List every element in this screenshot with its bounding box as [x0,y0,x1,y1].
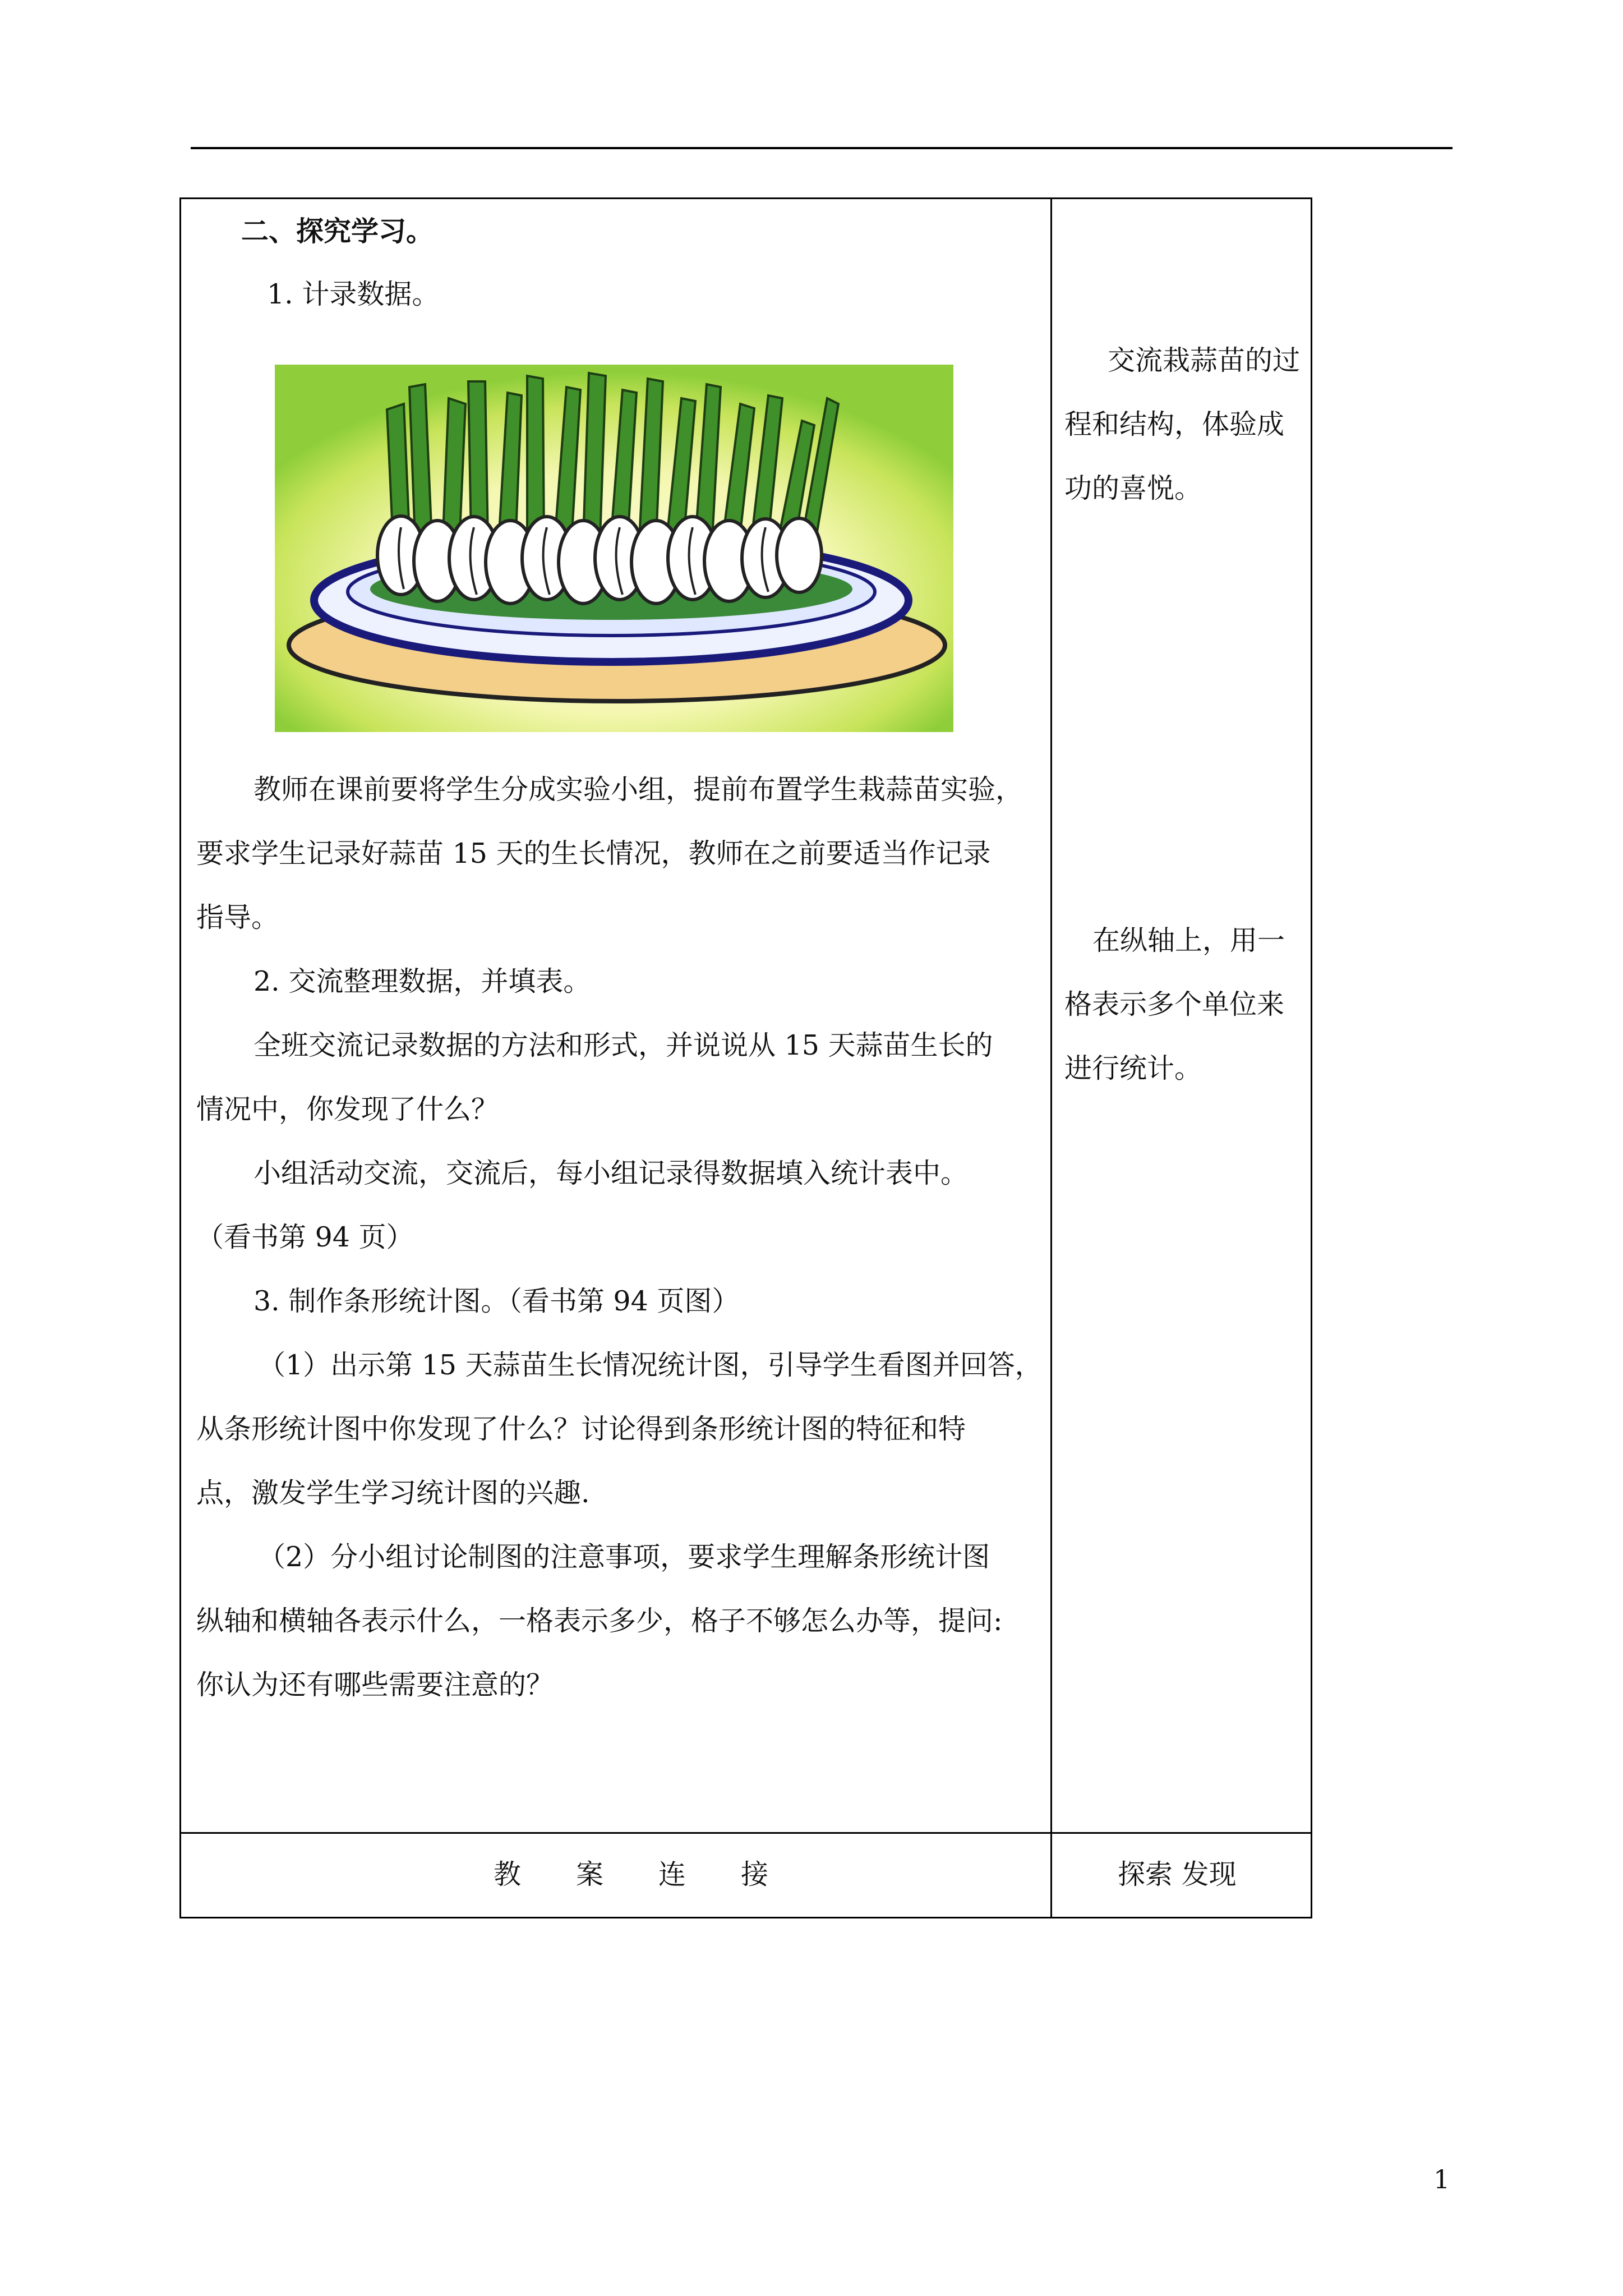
para-line-1: 教师在课前要将学生分成实验小组，提前布置学生栽蒜苗实验， [253,774,1023,806]
para-line-12: 点，激发学生学习统计图的兴趣. [196,1477,590,1509]
header-rule [191,147,1453,149]
side-note-2-line-3: 进行统计。 [1064,1052,1202,1084]
side-note-2-line-2: 格表示多个单位来 [1064,988,1285,1020]
para-line-13: （2）分小组讨论制图的注意事项，要求学生理解条形统计图 [258,1541,990,1573]
footer-right-label: 探索 发现 [1118,1858,1237,1890]
table-footer-divider [179,1832,1312,1834]
step-2-title: 2. 交流整理数据，并填表。 [253,965,591,997]
para-line-2: 要求学生记录好蒜苗 15 天的生长情况，教师在之前要适当作记录 [196,838,991,869]
garlic-sprouts-image [275,365,953,732]
para-line-8: （看书第 94 页） [196,1221,414,1253]
para-line-11: 从条形统计图中你发现了什么？讨论得到条形统计图的特征和特 [196,1413,966,1445]
side-note-1-line-3: 功的喜悦。 [1064,472,1202,504]
table-column-divider [1050,197,1052,1918]
footer-left-label: 教 案 连 接 [494,1858,769,1890]
side-note-2-line-1: 在纵轴上，用一 [1092,924,1285,956]
para-line-7: 小组活动交流，交流后，每小组记录得数据填入统计表中。 [253,1157,969,1189]
para-line-15: 你认为还有哪些需要注意的？ [196,1669,554,1701]
para-line-14: 纵轴和横轴各表示什么，一格表示多少，格子不够怎么办等，提问: [196,1605,1003,1637]
section-heading: 二、探究学习。 [241,215,434,247]
para-line-10: （1）出示第 15 天蒜苗生长情况统计图，引导学生看图并回答， [258,1349,1043,1381]
para-line-6: 情况中，你发现了什么？ [196,1093,499,1125]
para-line-3: 指导。 [196,901,279,933]
step-3-title: 3. 制作条形统计图。（看书第 94 页图） [253,1285,740,1317]
side-note-1-line-1: 交流栽蒜苗的过 [1108,344,1301,376]
side-note-1-line-2: 程和结构，体验成 [1064,408,1285,440]
para-line-5: 全班交流记录数据的方法和形式，并说说从 15 天蒜苗生长的 [253,1029,993,1061]
step-1-title: 1. 计录数据。 [267,278,440,310]
page-number: 1 [1433,2164,1450,2194]
